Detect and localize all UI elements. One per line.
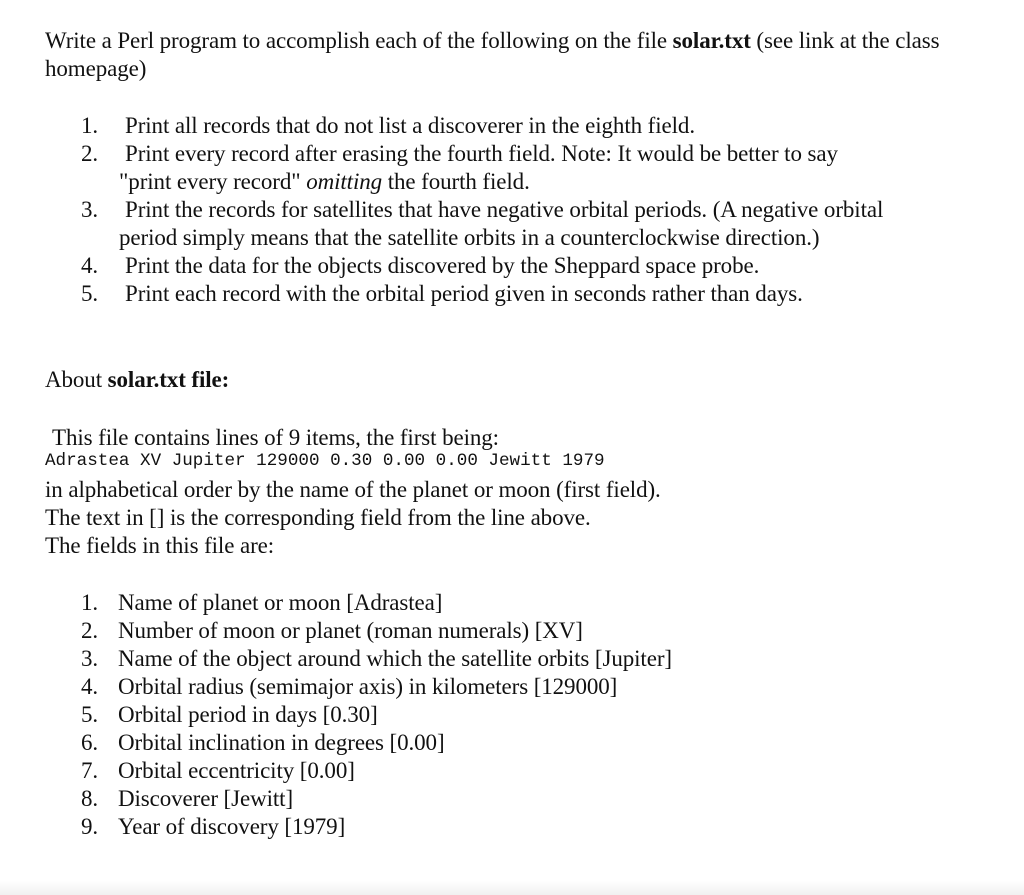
field-number: 4.: [81, 674, 99, 699]
task-list: [0, 112, 1000, 308]
field-text: Name of planet or moon [Adrastea]: [118, 590, 443, 615]
intro-suffix: (see link at the class homepage): [45, 28, 940, 81]
task-number: 2.: [81, 141, 99, 166]
field-list: [0, 589, 672, 841]
description-line: The text in [] is the corresponding field from the line above.: [45, 505, 591, 530]
field-item: [0, 589, 672, 617]
about-filename: solar.txt file:: [107, 367, 230, 392]
field-item: [0, 673, 672, 701]
task-text: [119, 140, 889, 196]
task-item: [0, 112, 1000, 140]
task-text-content: the fourth field.: [382, 169, 530, 194]
field-number: 2.: [81, 618, 99, 643]
description-line: in alphabetical order by the name of the planet or moon (first field).: [45, 477, 661, 502]
task-text-content: Print all records that do not list a discoverer in the eighth field.: [125, 113, 695, 138]
task-text: [119, 252, 889, 280]
task-text-content: Print every record after erasing the fourth field. Note: It would be better to say "print every record": [119, 141, 838, 194]
field-number: 1.: [81, 590, 99, 615]
task-number: 1.: [81, 113, 99, 138]
task-item: [0, 196, 1000, 252]
task-text: [119, 280, 889, 308]
sample-record: Adrastea XV Jupiter 129000 0.30 0.00 0.00 Jewitt 1979: [45, 451, 605, 471]
field-text: Discoverer [Jewitt]: [118, 786, 294, 811]
field-number: 7.: [81, 758, 99, 783]
field-item: [0, 701, 672, 729]
intro-prefix: Write a Perl program to accomplish each of the following on the file: [45, 28, 673, 53]
task-item: [0, 252, 1000, 280]
description-lines: [45, 476, 945, 560]
task-number: 5.: [81, 281, 99, 306]
field-text: Orbital inclination in degrees [0.00]: [118, 730, 445, 755]
task-item: [0, 140, 1000, 196]
about-heading: [45, 366, 229, 394]
field-item: [0, 729, 672, 757]
field-text: Orbital period in days [0.30]: [118, 702, 378, 727]
intro-paragraph: [45, 27, 985, 83]
field-text: Name of the object around which the satellite orbits [Jupiter]: [118, 646, 672, 671]
field-number: 6.: [81, 730, 99, 755]
task-text: [119, 112, 889, 140]
field-text: Year of discovery [1979]: [118, 814, 346, 839]
task-number: 3.: [81, 197, 99, 222]
field-item: [0, 757, 672, 785]
field-text: Orbital radius (semimajor axis) in kilometers [129000]: [118, 674, 618, 699]
bottom-edge-shadow: [0, 881, 1024, 895]
field-number: 5.: [81, 702, 99, 727]
task-text-content: Print the records for satellites that have negative orbital periods. (A negative orbital period simply means that the satellite orbits in a counterclockwise direction.): [119, 197, 884, 250]
task-text-content: Print the data for the objects discovered by the Sheppard space probe.: [125, 253, 760, 278]
description-line: The fields in this file are:: [45, 533, 275, 558]
field-item: [0, 617, 672, 645]
field-item: [0, 785, 672, 813]
field-text: Number of moon or planet (roman numerals) [XV]: [118, 618, 583, 643]
about-prefix: About: [45, 367, 108, 392]
field-number: 8.: [81, 786, 99, 811]
field-text: Orbital eccentricity [0.00]: [118, 758, 355, 783]
file-description: This file contains lines of 9 items, the first being:: [52, 425, 499, 450]
task-number: 4.: [81, 253, 99, 278]
task-item: [0, 280, 1000, 308]
task-text: [119, 196, 889, 252]
task-text-content: Print each record with the orbital period given in seconds rather than days.: [125, 281, 803, 306]
intro-filename: solar.txt: [672, 28, 751, 53]
field-number: 3.: [81, 646, 99, 671]
task-text-emphasis: omitting: [306, 169, 383, 194]
field-item: [0, 645, 672, 673]
field-item: [0, 813, 672, 841]
field-number: 9.: [81, 814, 99, 839]
